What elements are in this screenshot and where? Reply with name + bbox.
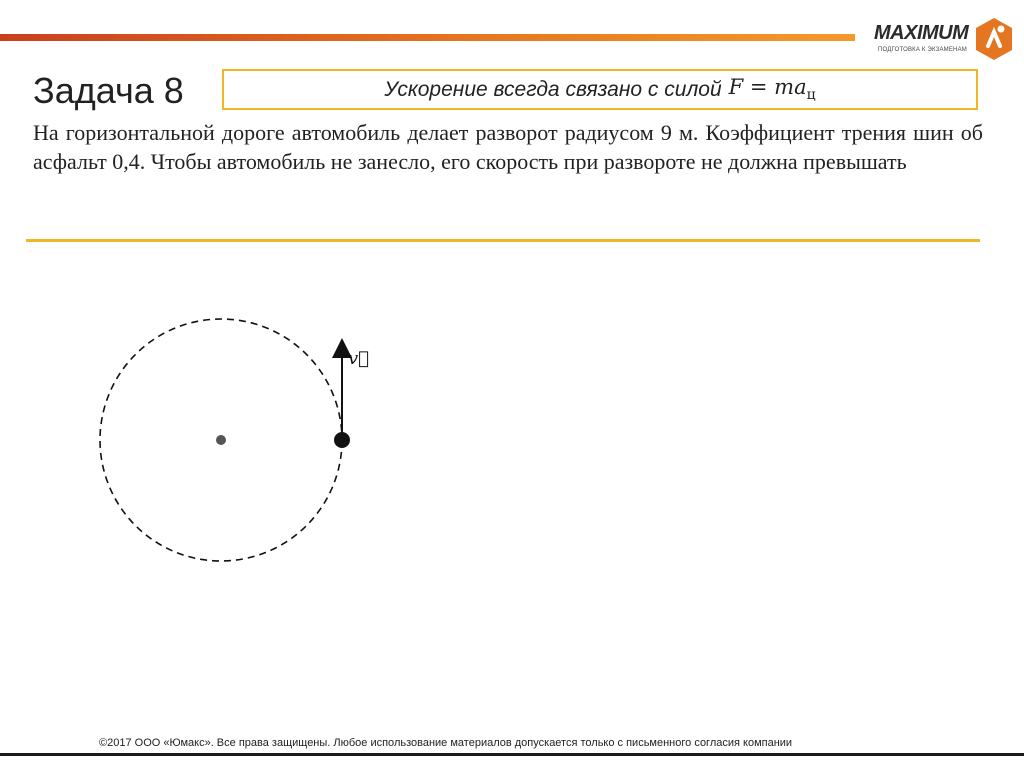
hint-box (222, 69, 978, 110)
footer-line (0, 753, 1024, 756)
turn-diagram (80, 300, 400, 580)
hint-formula (729, 75, 816, 103)
brand-tagline: ПОДГОТОВКА К ЭКЗАМЕНАМ (878, 47, 967, 53)
brand-logo (868, 16, 1018, 66)
hint-formula-main: F = ma (728, 75, 807, 100)
footer-copyright: ©2017 ООО «Юмакс». Все права защищены. Любое использование материалов допускается только с письменного согласия компании (99, 737, 793, 749)
top-stripe (0, 34, 855, 41)
hint-formula-subscript: ц (806, 87, 816, 104)
problem-text: На горизонтальной дороге автомобиль делает разворот радиусом 9 м. Коэффициент трения шин об асфальт 0,4. Чтобы автомобиль не занесло, его скорость при развороте не должна превышать (33, 120, 983, 174)
brand-name: MAXIMUM (874, 22, 969, 44)
section-divider (26, 239, 980, 242)
task-title: Задача 8 (33, 70, 184, 111)
velocity-label: v⃗ (348, 348, 369, 369)
hint-text: Ускорение всегда связано с силой (384, 77, 722, 101)
car-point (334, 432, 350, 448)
brand-mark-icon (974, 16, 1014, 62)
center-point (216, 435, 226, 445)
